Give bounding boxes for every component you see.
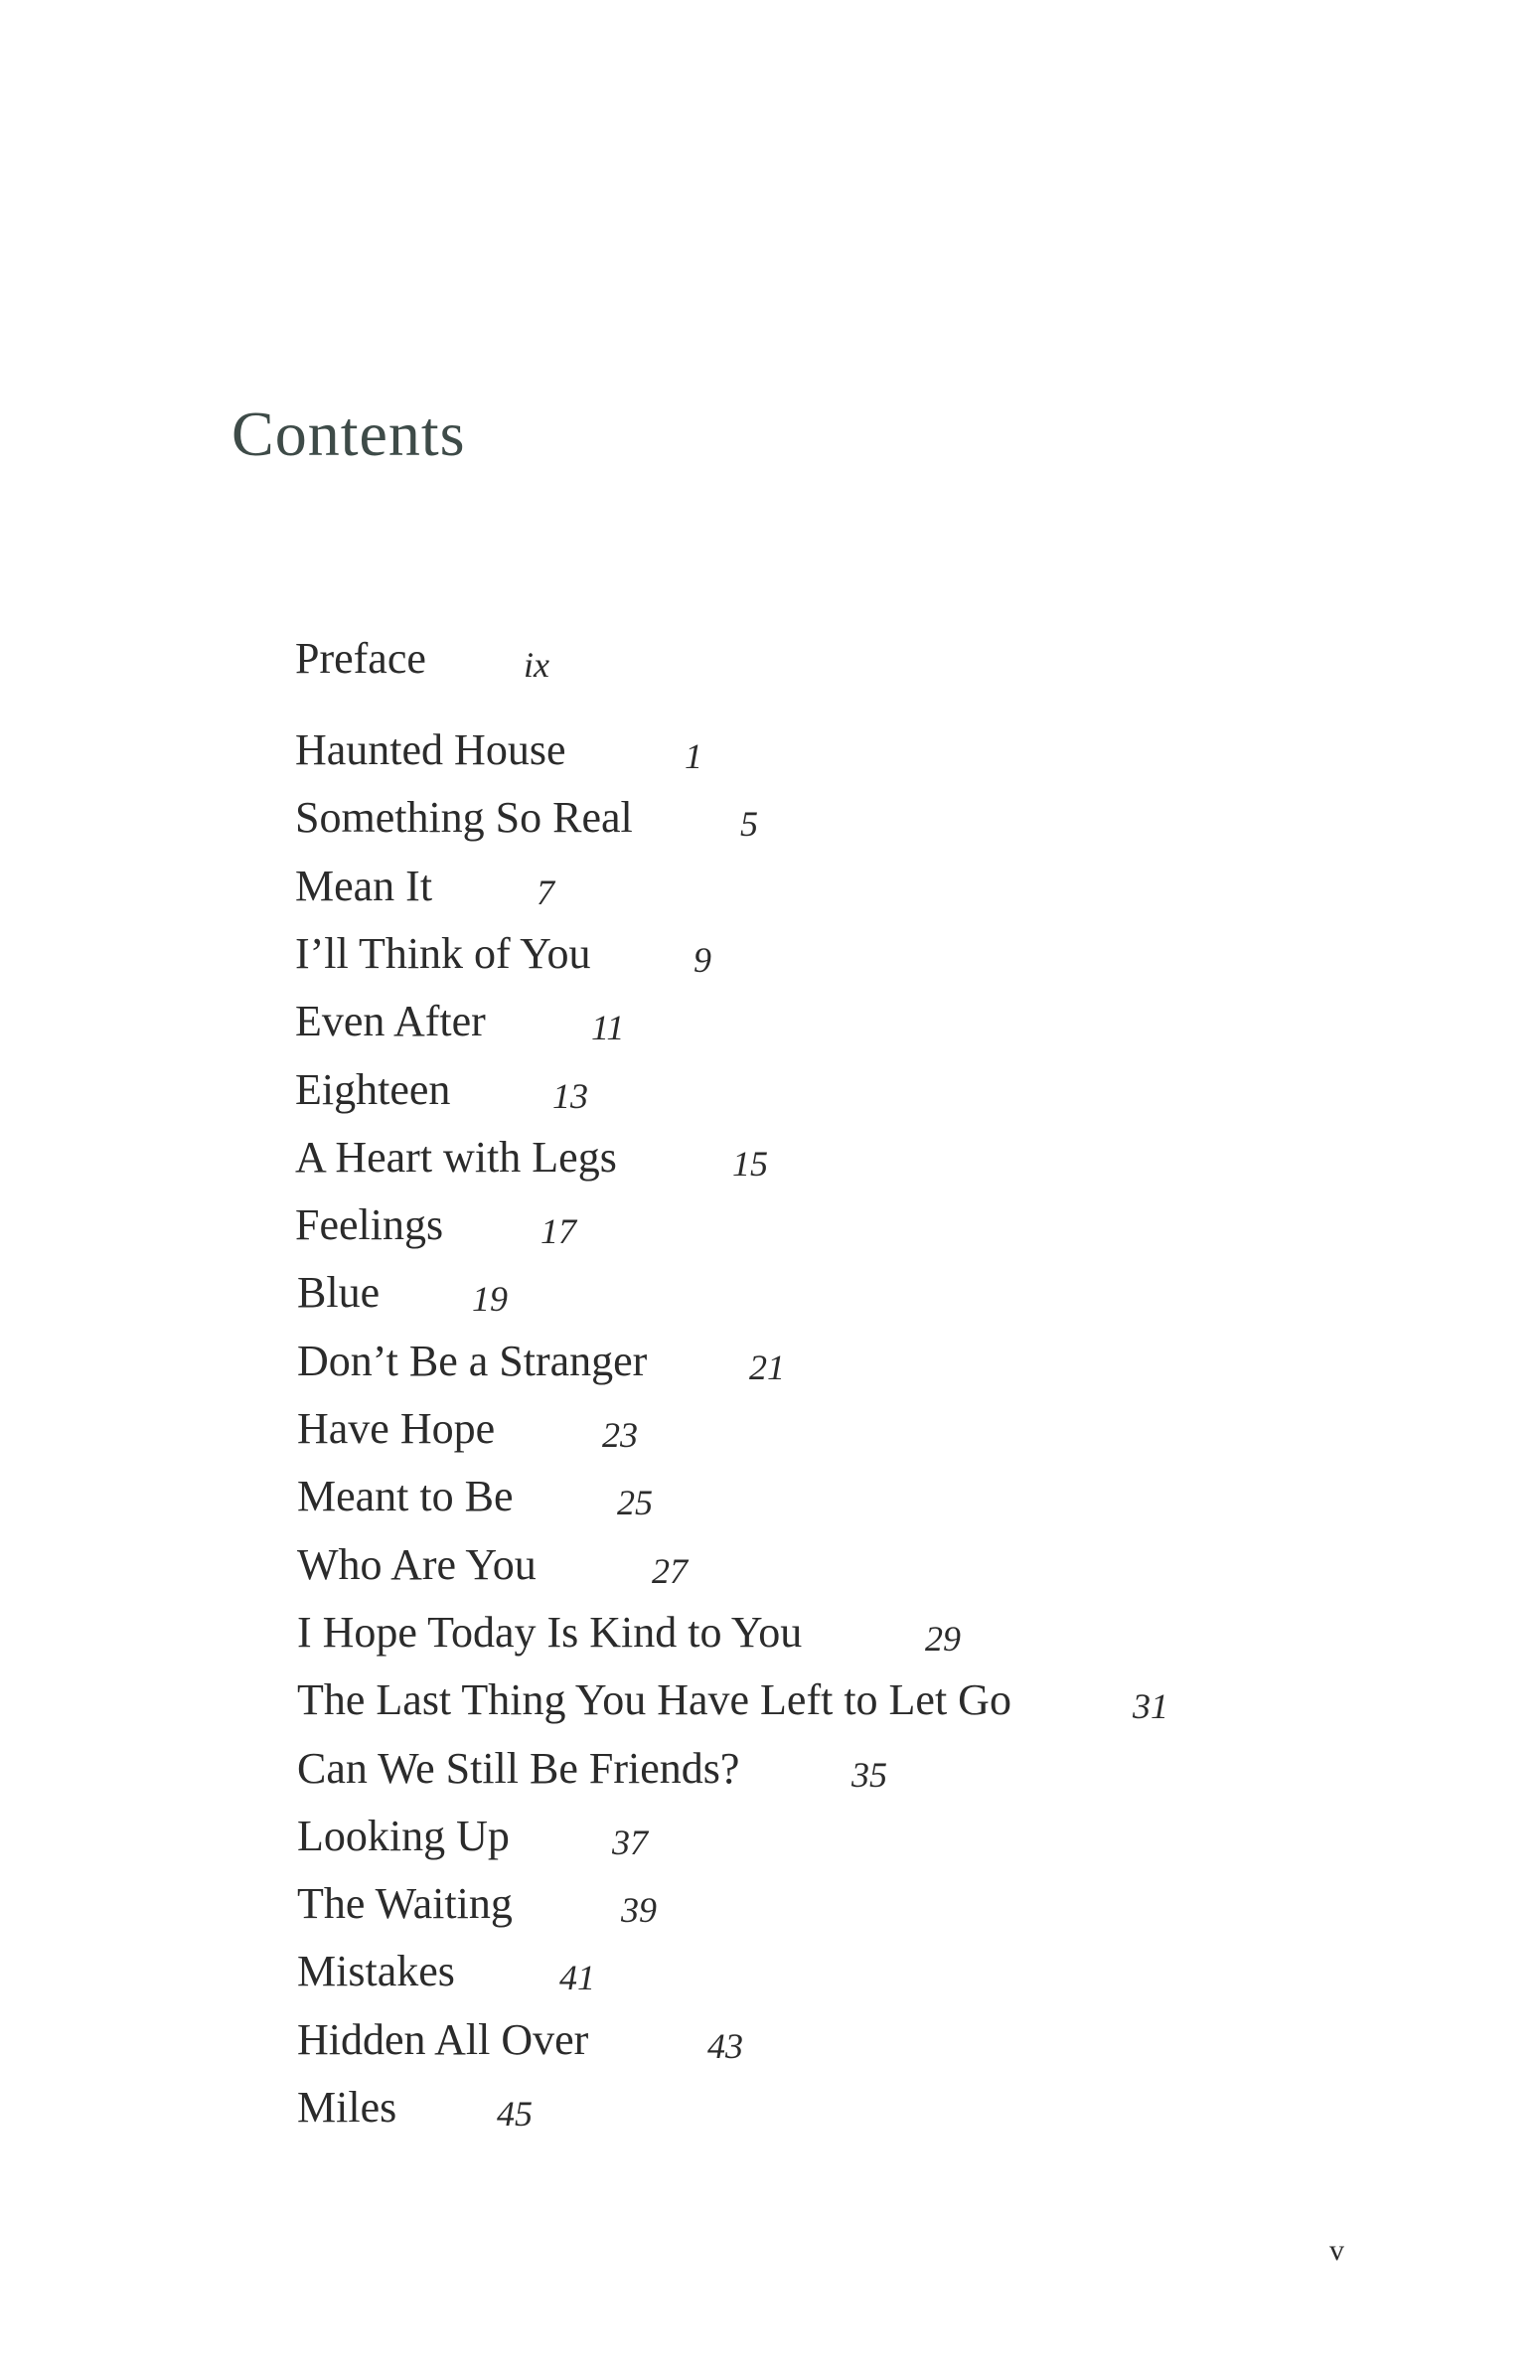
toc-entry-page: 9 (693, 939, 711, 980)
toc-entry-page: 5 (740, 804, 758, 845)
toc-entry-title: Miles (297, 2083, 397, 2132)
toc-entry-page: 39 (621, 1890, 657, 1931)
toc-entry-page: 21 (749, 1347, 785, 1387)
toc-entry-page: 31 (1133, 1686, 1168, 1727)
toc-entry-page: 7 (537, 872, 554, 912)
toc-entry-title: Who Are You (297, 1539, 537, 1589)
toc-entry-page: 25 (617, 1483, 653, 1523)
toc-entry-page: 37 (612, 1822, 648, 1862)
toc-entry-title: The Waiting (297, 1879, 513, 1929)
toc-entry-page: 45 (497, 2094, 533, 2134)
toc-entry-page: 1 (685, 736, 702, 776)
toc-entry-page: 29 (925, 1618, 961, 1659)
toc-entry-page: 11 (591, 1008, 625, 1048)
toc-entry-title: Have Hope (297, 1404, 496, 1453)
toc-entry-title: Even After (295, 997, 486, 1046)
toc-entry-page: 23 (602, 1415, 638, 1455)
toc-entry-page: ix (524, 645, 549, 685)
toc-entry-page: 43 (707, 2025, 743, 2066)
toc-entry-page: 15 (732, 1143, 768, 1184)
toc-entry-title: Mean It (295, 861, 433, 910)
toc-entry-title: Blue (297, 1268, 381, 1318)
toc-entry-title: Feelings (295, 1200, 444, 1250)
toc-entry-page: 27 (652, 1550, 688, 1591)
toc-entry-title: Mistakes (297, 1947, 455, 1996)
toc-entry-title: Hidden All Over (297, 2014, 589, 2064)
toc-entry-title: Eighteen (295, 1064, 451, 1114)
toc-entry-page: 13 (552, 1075, 588, 1116)
toc-entry-page: 41 (559, 1958, 595, 1998)
toc-entry-title: I Hope Today Is Kind to You (297, 1607, 803, 1657)
toc-entry-title: I’ll Think of You (295, 928, 591, 978)
toc-entry-page: 17 (540, 1211, 576, 1252)
toc-entry-title: The Last Thing You Have Left to Let Go (297, 1675, 1011, 1725)
toc-entry-title: Can We Still Be Friends? (297, 1743, 740, 1793)
toc-entry-title: Something So Real (295, 793, 633, 843)
toc-entry-title: Meant to Be (297, 1472, 514, 1521)
toc-entry-title: A Heart with Legs (295, 1132, 617, 1182)
toc-entry-title: Don’t Be a Stranger (297, 1336, 648, 1385)
toc-entry-title: Haunted House (295, 725, 566, 774)
toc-entry-title: Looking Up (297, 1811, 510, 1860)
toc-entry-page: 19 (472, 1279, 508, 1320)
page-number: v (1329, 2234, 1344, 2267)
page-title: Contents (231, 398, 466, 469)
toc-entry-title: Preface (295, 634, 426, 683)
toc-entry-page: 35 (851, 1754, 887, 1795)
